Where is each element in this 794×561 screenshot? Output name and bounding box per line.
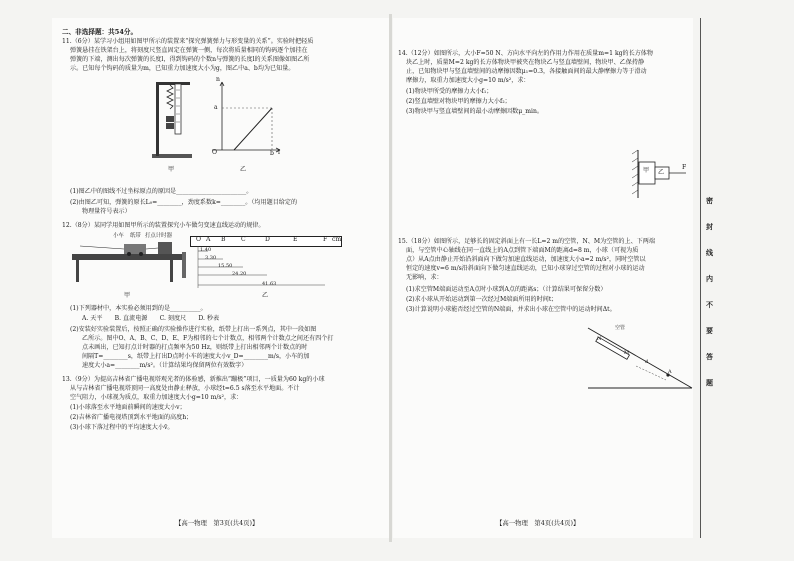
q12-tape-unit: cm: [332, 236, 342, 243]
margin-char-6: 要: [706, 326, 713, 335]
margin-char-2: 封: [706, 222, 713, 231]
q11-line1: 11.（6分）某学习小组用如图甲所示的装置来“探究弹簧弹力与形变量的关系”。实验时把轻质: [62, 38, 314, 45]
margin-char-1: 密: [706, 196, 713, 205]
q14-line3: 止，已知物块甲与竖直墙壁间的动摩擦因数μ₁=0.3，各接触面间的最大静摩擦力等于滑动: [406, 68, 647, 75]
q11-graph-figure: [212, 78, 282, 158]
q12-q2b: 乙所示。图中O、A、B、C、D、E、F为相邻的七个计数点，相邻两个计数点之间还有四个打: [82, 335, 334, 342]
q12-q2e: 速度大小a=________m/s²。（计算结果均保留两位有效数字）: [82, 362, 248, 369]
q13-q2: (2)吉林省广播电视塔顶到水平地面的高度h；: [70, 414, 193, 421]
q13-q1: (1)小球落至水平地面前瞬间的速度大小v；: [70, 404, 186, 411]
q12-label-timer: 打点计时器: [145, 233, 172, 239]
q15-fig-label-tube: 空管: [615, 325, 626, 331]
q11-q2: (2)由图乙可知，弹簧的原长L₀=________，劲度系数k=________。（均用题目给定的: [70, 199, 298, 206]
q12-tape-value-5: 41.63: [262, 281, 277, 287]
q11-q2b: 物理量符号表示）: [82, 208, 131, 215]
page-fold: [389, 14, 392, 542]
margin-char-7: 答: [706, 352, 713, 361]
q15-q3: (3)计算说明小球能否经过空管的N端面，并求出小球在空管中的运动时间Δt。: [406, 306, 616, 313]
q12-options: A. 天平 B. 直流电源 C. 刻度尺 D. 秒表: [82, 315, 220, 322]
q12-fig-b-label: 乙: [262, 292, 269, 299]
q12-q2a: (2)安装好实验装置后，按照正确的实验操作进行实验，纸带上打出一系列点，其中一段如图: [70, 326, 317, 333]
q12-tape-B: B: [221, 236, 226, 243]
q11-line3: 弹簧的下端，测出每次弹簧的长度l，得到钩码的个数n与弹簧的长度l的关系图像如图乙所: [70, 56, 310, 63]
q11-line4: 示。已知每个钩码的质量为m，已知重力加速度大小为g，图乙中a、b均为已知量。: [70, 65, 295, 72]
margin-char-5: 不: [706, 300, 713, 309]
footer-right: 【高一物理 第4页(共4页)】: [496, 519, 580, 527]
q14-q2: (2)竖直墙壁对物块甲的摩擦力大小f₂；: [406, 98, 511, 105]
q12-tape-value-1: 1.40: [200, 247, 212, 253]
q13-line3: 空气阻力，小球视为质点，取重力加速度大小g=10 m/s²，求：: [70, 394, 243, 401]
margin-char-4: 内: [706, 274, 713, 283]
q15-line4: 恒定的速度v=6 m/s沿斜面向下做匀速直线运动，已知小球穿过空管的过程对小球的运动: [406, 265, 645, 272]
q11-graph-a: a: [214, 104, 218, 111]
q12-tape-value-4: 24.20: [232, 271, 247, 277]
q12-tape-O: O: [196, 236, 201, 243]
q15-fig-label-m: M: [624, 350, 630, 356]
q12-tape-E: E: [293, 236, 298, 243]
q12-label-cart: 小车: [113, 233, 124, 239]
q11-line2: 弹簧悬挂在铁架台上，将刻度尺竖直固定在弹簧一侧，每次将质量相同的钩码逐个加挂在: [70, 47, 308, 54]
q15-fig-label-n: N: [597, 336, 602, 342]
q14-fig-label-f: F: [682, 164, 687, 171]
q12-tape-D: D: [265, 236, 270, 243]
q13-line2: 从与吉林省广播电视塔顶同一高度处由静止释放，小球经t=6.5 s落至水平地面。不计: [70, 385, 300, 392]
q11-fig-a-label: 甲: [168, 166, 175, 173]
q12-tape-C: C: [241, 236, 246, 243]
q11-fig-b-label: 乙: [240, 166, 247, 173]
q15-line2: 面，与空管中心轴线在同一直线上的A点到管下端面M的距离d=8 m，小球（可视为质: [406, 247, 639, 254]
q11-graph-y-label: n: [216, 76, 220, 83]
q15-q1: (1)求空管M端面运动至A点时小球到A点的距离s；（计算结果可保留分数）: [406, 286, 607, 293]
q12-q2c: 点未画出，已知打点计时器的打点频率为50 Hz，则纸带上打出相邻两个计数点的时: [82, 344, 308, 351]
q11-graph-b: b: [270, 150, 274, 157]
q14-q1: (1)物块甲所受的摩擦力大小f₁；: [406, 88, 493, 95]
q12-fig-a-label: 甲: [124, 292, 131, 299]
q15-fig-label-a: A: [668, 369, 672, 375]
q11-q1: (1)图乙中的图线不过坐标原点的原因是_______________________。: [70, 188, 253, 195]
q14-fig-label-yi: 乙: [658, 169, 665, 176]
seal-line-margin: [700, 18, 721, 538]
q11-spring-apparatus-figure: [150, 74, 200, 164]
q12-line1: 12.（8分）某同学用如图甲所示的装置探究小车做匀变速直线运动的规律。: [62, 222, 265, 229]
q11-graph-origin: O: [212, 149, 217, 156]
q15-incline-figure: [580, 320, 696, 392]
q12-tape-A: A: [206, 236, 211, 243]
q15-fig-label-d: d: [645, 359, 649, 365]
footer-left: 【高一物理 第3页(共4页)】: [175, 519, 259, 527]
q14-q3: (3)物块甲与竖直墙壁间的最小动摩擦因数μ_min。: [406, 108, 543, 115]
margin-char-8: 题: [706, 378, 713, 387]
q14-line4: 摩擦力，取重力加速度大小g=10 m/s²，求：: [406, 77, 530, 84]
q12-q1: (1)下列器材中，本实验必须用到的是__________。: [70, 305, 207, 312]
q12-tape-value-3: 15.50: [218, 263, 233, 269]
q15-q2: (2)求小球从开始运动到第一次经过M端面所用的时间t；: [406, 296, 558, 303]
q15-line3: 点）从A点由静止开始沿斜面向下做匀加速直线运动，加速度大小a=2 m/s²，同时空管以: [406, 256, 646, 263]
q15-line1: 15.（18分）如图所示，足够长的固定斜面上有一长L=2 m的空管，N、M为空管的上、下两端: [398, 238, 655, 245]
q12-label-tape: 纸带: [130, 233, 141, 239]
margin-char-3: 线: [706, 248, 713, 257]
q15-line5: 无影响，求：: [406, 274, 443, 281]
q13-q3: (3)小球下落过程中的平均速度大小v̄。: [70, 424, 174, 431]
q12-tape-value-2: 3.30: [205, 255, 217, 261]
section-title: 二、非选择题：共54分。: [62, 28, 138, 36]
q13-line1: 13.（9分）为提高吉林省广播电视塔观光者的体验感，新推出“蹦极”项目，一质量为60 kg的小球: [62, 376, 325, 383]
q12-tape-F: F: [323, 236, 328, 243]
q14-fig-label-jia: 甲: [643, 167, 650, 174]
q14-line2: 块乙上时，质量M=2 kg的长方体物块甲被夹在物块乙与竖直墙壁间，物块甲、乙保持静: [406, 59, 645, 66]
q14-line1: 14.（12分）如图所示，大小F=50 N、方向水平向左的作用力作用在质量m=1 kg的长方体物: [398, 50, 653, 57]
q12-q2d: 间隔T=________s，纸带上打出D点时小车的速度大小v_D=________m/s，小车的加: [82, 353, 310, 360]
q11-graph-x-label: l: [278, 149, 280, 156]
